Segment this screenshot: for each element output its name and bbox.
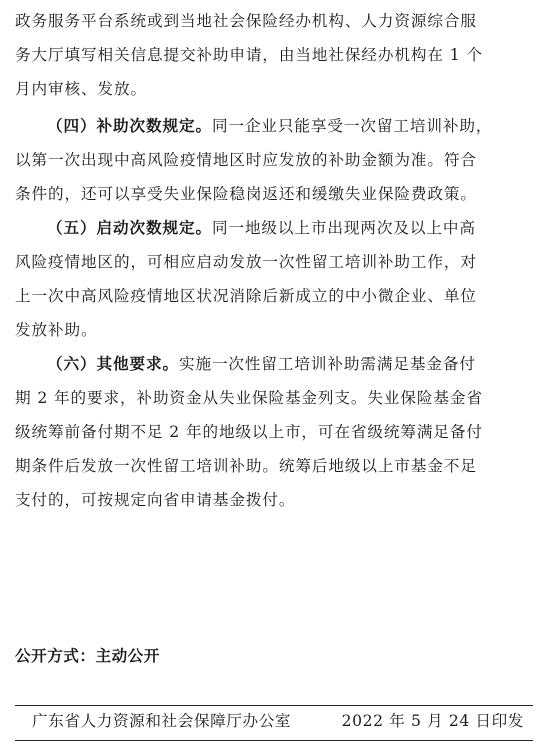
footer-issuer: 广东省人力资源和社会保障厅办公室: [32, 712, 292, 730]
section-6-text: 实施一次性留工培训补助需满足基金备付: [178, 355, 476, 373]
paragraph-line: 条件的，还可以享受失业保险稳岗返还和缓缴失业保险费政策。: [15, 185, 477, 203]
section-5-first-line: [47, 217, 476, 239]
paragraph-line: 月内审核、发放。: [15, 80, 147, 98]
paragraph-line: 期 2 年的要求，补助资金从失业保险基金列支。失业保险基金省: [15, 389, 483, 407]
paragraph-line: 级统筹前备付期不足 2 年的地级以上市，可在省级统筹满足备付: [15, 423, 483, 441]
section-4-text: 同一企业只能享受一次留工培训补助，: [211, 117, 493, 135]
footer-print-date: 2022 年 5 月 24 日印发: [341, 712, 524, 730]
section-5-heading: （五）启动次数规定。: [47, 219, 212, 237]
footer-bottom-rule: [15, 740, 533, 741]
paragraph-line: 期条件后发放一次性留工培训补助。统筹后地级以上市基金不足: [15, 457, 477, 475]
section-4-heading: （四）补助次数规定。: [47, 117, 212, 135]
paragraph-line: 上一次中高风险疫情地区状况消除后新成立的中小微企业、单位: [15, 287, 477, 305]
section-4-first-line: [47, 115, 492, 137]
section-5-text: 同一地级以上市出现两次及以上中高: [211, 219, 476, 237]
paragraph-line: 务大厅填写相关信息提交补助申请，由当地社保经办机构在 1 个: [15, 46, 483, 64]
section-6-first-line: [47, 353, 476, 375]
disclosure-method: 公开方式：主动公开: [15, 647, 160, 665]
footer-top-rule: [15, 705, 533, 706]
paragraph-line: 风险疫情地区的，可相应启动发放一次性留工培训补助工作，对: [15, 253, 477, 271]
paragraph-line: 以第一次出现中高风险疫情地区时应发放的补助金额为准。符合: [15, 151, 477, 169]
paragraph-line: 政务服务平台系统或到当地社会保险经办机构、人力资源综合服: [15, 12, 477, 30]
paragraph-line: 支付的，可按规定向省申请基金拨付。: [15, 491, 296, 509]
paragraph-line: 发放补助。: [15, 321, 98, 339]
section-6-heading: （六）其他要求。: [47, 355, 179, 373]
